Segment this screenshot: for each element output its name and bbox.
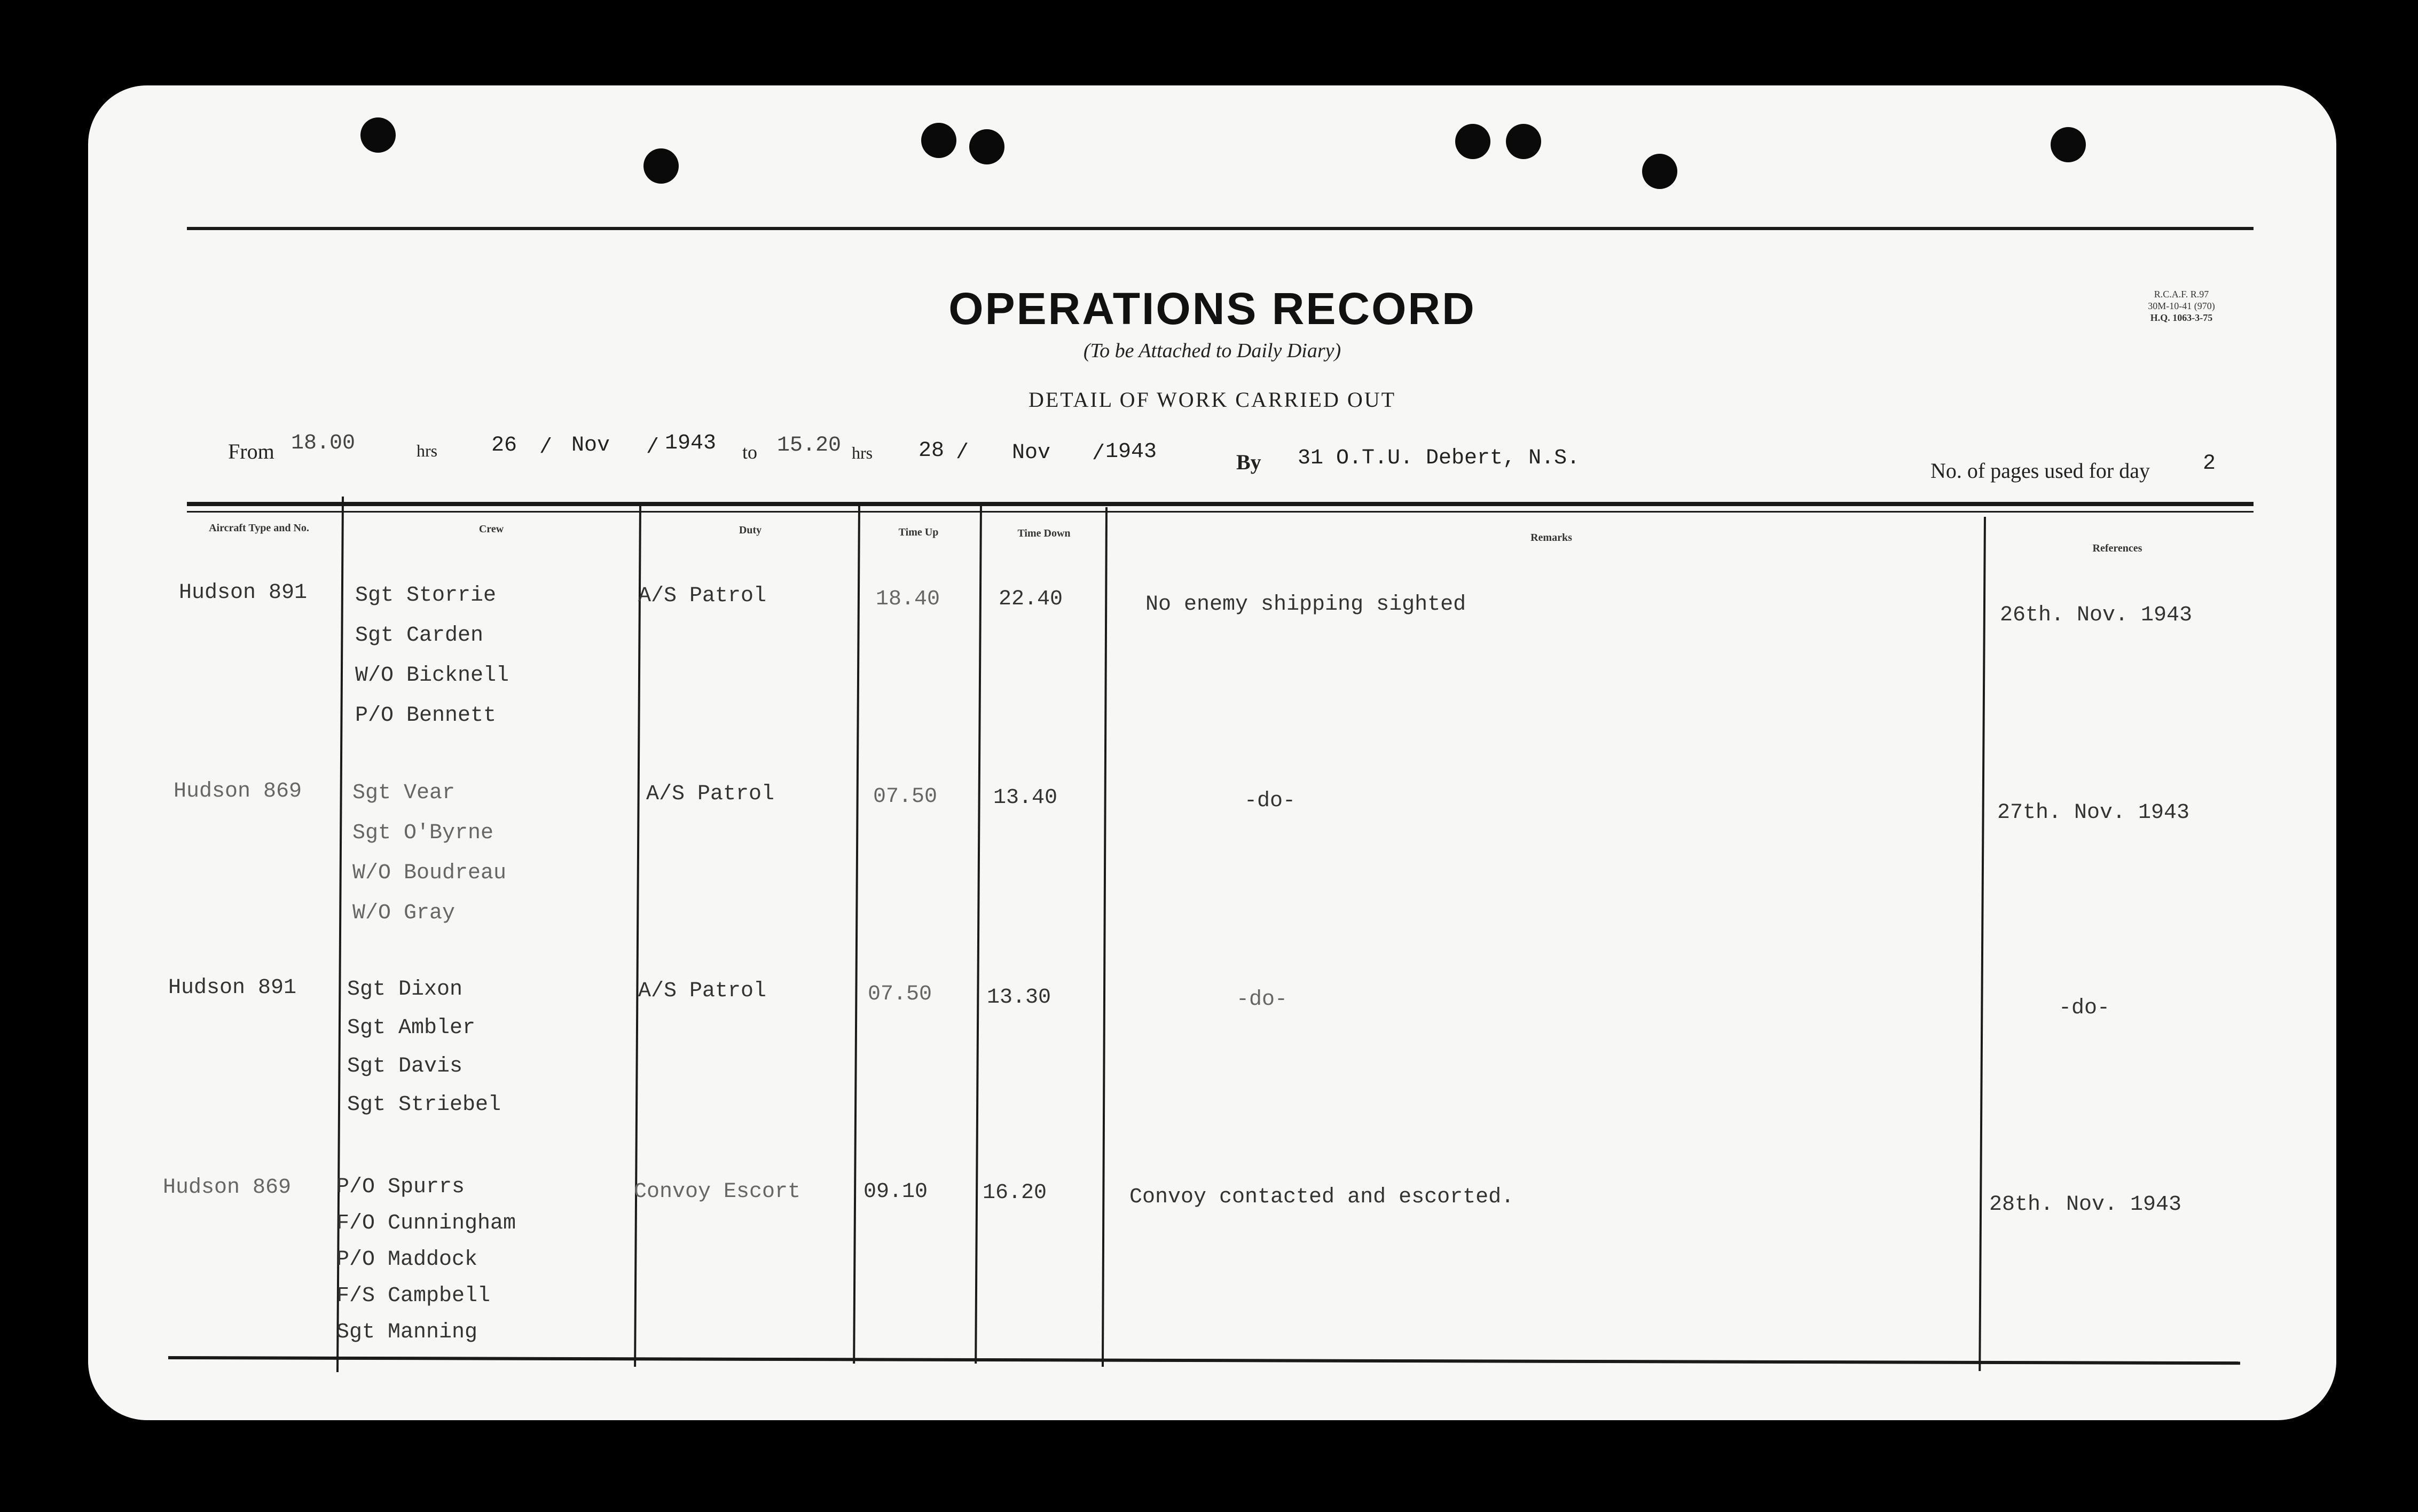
crew-member: Sgt Ambler <box>347 1016 476 1040</box>
row-duty: A/S Patrol <box>638 979 767 1003</box>
header-references: References <box>2092 542 2142 554</box>
row-aircraft: Hudson 869 <box>163 1176 292 1200</box>
form-code <box>2117 288 2246 324</box>
hrs-label: hrs <box>417 441 438 460</box>
row-time-up: 09.10 <box>863 1180 928 1204</box>
row-crew <box>355 576 509 736</box>
from-day: 26 <box>491 434 517 458</box>
to-label: to <box>742 442 758 463</box>
crew-member: Sgt Vear <box>352 781 456 805</box>
by-value: 31 O.T.U. Debert, N.S. <box>1298 446 1580 470</box>
header-top-rule <box>187 502 2254 506</box>
column-rule <box>1979 517 1986 1371</box>
row-aircraft: Hudson 869 <box>174 779 302 804</box>
row-aircraft: Hudson 891 <box>168 976 297 1000</box>
by-label: By <box>1236 450 1261 474</box>
form-code-line: H.Q. 1063-3-75 <box>2150 312 2213 323</box>
crew-member: P/O Spurrs <box>336 1175 465 1199</box>
row-time-up: 07.50 <box>868 982 932 1006</box>
pages-label: No. of pages used for day <box>1930 459 2150 483</box>
header-duty: Duty <box>739 524 762 536</box>
header-time-up: Time Up <box>898 526 939 538</box>
punch-hole <box>969 129 1004 164</box>
crew-member: Sgt Dixon <box>347 978 463 1002</box>
document-title: OPERATIONS RECORD <box>948 284 1476 334</box>
to-time: 15.20 <box>777 434 842 458</box>
crew-member: P/O Bennett <box>355 704 497 728</box>
punch-hole <box>1455 124 1490 159</box>
row-time-down: 22.40 <box>999 587 1063 611</box>
top-rule <box>187 227 2254 230</box>
crew-member: Sgt Striebel <box>347 1093 501 1117</box>
period-slash: / <box>646 436 660 460</box>
row-crew <box>336 1169 516 1351</box>
row-time-down: 13.40 <box>993 786 1058 810</box>
row-reference: 27th. Nov. 1943 <box>1997 801 2190 825</box>
from-month: Nov <box>571 434 610 458</box>
to-month: Nov <box>1012 441 1051 465</box>
row-crew <box>347 971 501 1124</box>
row-remarks: No enemy shipping sighted <box>1145 593 1466 617</box>
crew-member: W/O Gray <box>352 901 456 925</box>
punch-hole <box>2051 127 2086 162</box>
row-time-up: 07.50 <box>873 785 938 809</box>
crew-member: Sgt Davis <box>347 1054 463 1078</box>
crew-member: W/O Bicknell <box>355 664 509 688</box>
punch-hole <box>921 123 956 158</box>
row-duty: Convoy Escort <box>634 1180 801 1204</box>
period-slash: / <box>956 441 969 465</box>
column-rule <box>634 502 641 1367</box>
crew-member: P/O Maddock <box>336 1248 478 1272</box>
row-time-down: 16.20 <box>983 1181 1047 1205</box>
row-duty: A/S Patrol <box>638 584 767 608</box>
punch-hole <box>360 117 396 153</box>
crew-member: Sgt Manning <box>336 1320 478 1344</box>
row-aircraft: Hudson 891 <box>179 581 308 605</box>
row-remarks: -do- <box>1236 988 1288 1012</box>
header-time-down: Time Down <box>1017 527 1071 539</box>
period-slash: / <box>1092 442 1105 466</box>
to-year: 1943 <box>1105 440 1157 464</box>
crew-member: W/O Boudreau <box>352 861 507 885</box>
header-second-rule <box>187 511 2254 513</box>
operations-record-card <box>88 85 2336 1420</box>
header-remarks: Remarks <box>1530 532 1572 544</box>
bottom-rule <box>168 1356 2240 1365</box>
row-reference: -do- <box>2059 996 2110 1020</box>
detail-heading: DETAIL OF WORK CARRIED OUT <box>1028 388 1396 412</box>
to-day: 28 <box>918 439 945 463</box>
row-time-up: 18.40 <box>876 587 940 611</box>
from-time: 18.00 <box>291 431 356 455</box>
crew-member: Sgt O'Byrne <box>352 821 494 845</box>
row-time-down: 13.30 <box>987 986 1051 1010</box>
row-reference: 28th. Nov. 1943 <box>1989 1193 2182 1217</box>
column-rule <box>975 504 982 1364</box>
punch-hole <box>643 148 679 184</box>
document-subtitle: (To be Attached to Daily Diary) <box>1083 340 1341 362</box>
row-duty: A/S Patrol <box>646 782 775 806</box>
period-slash: / <box>539 436 553 460</box>
pages-value: 2 <box>2203 452 2216 476</box>
punch-hole <box>1642 154 1677 189</box>
crew-member: Sgt Storrie <box>355 584 497 608</box>
from-label: From <box>228 439 274 463</box>
row-remarks: -do- <box>1244 789 1296 813</box>
crew-member: F/S Campbell <box>336 1284 491 1308</box>
row-crew <box>352 773 506 933</box>
crew-member: Sgt Carden <box>355 624 484 648</box>
column-rule <box>1102 507 1108 1367</box>
header-aircraft: Aircraft Type and No. <box>209 522 309 534</box>
to-hrs-label: hrs <box>852 443 873 462</box>
header-crew: Crew <box>478 523 504 535</box>
punch-hole <box>1506 124 1541 159</box>
crew-member: F/O Cunningham <box>336 1211 516 1235</box>
from-year: 1943 <box>665 431 717 455</box>
form-code-line: 30M-10-41 (970) <box>2148 301 2215 311</box>
row-remarks: Convoy contacted and escorted. <box>1129 1185 1514 1209</box>
form-code-line: R.C.A.F. R.97 <box>2154 289 2209 300</box>
row-reference: 26th. Nov. 1943 <box>2000 603 2193 627</box>
column-rule <box>853 504 860 1364</box>
